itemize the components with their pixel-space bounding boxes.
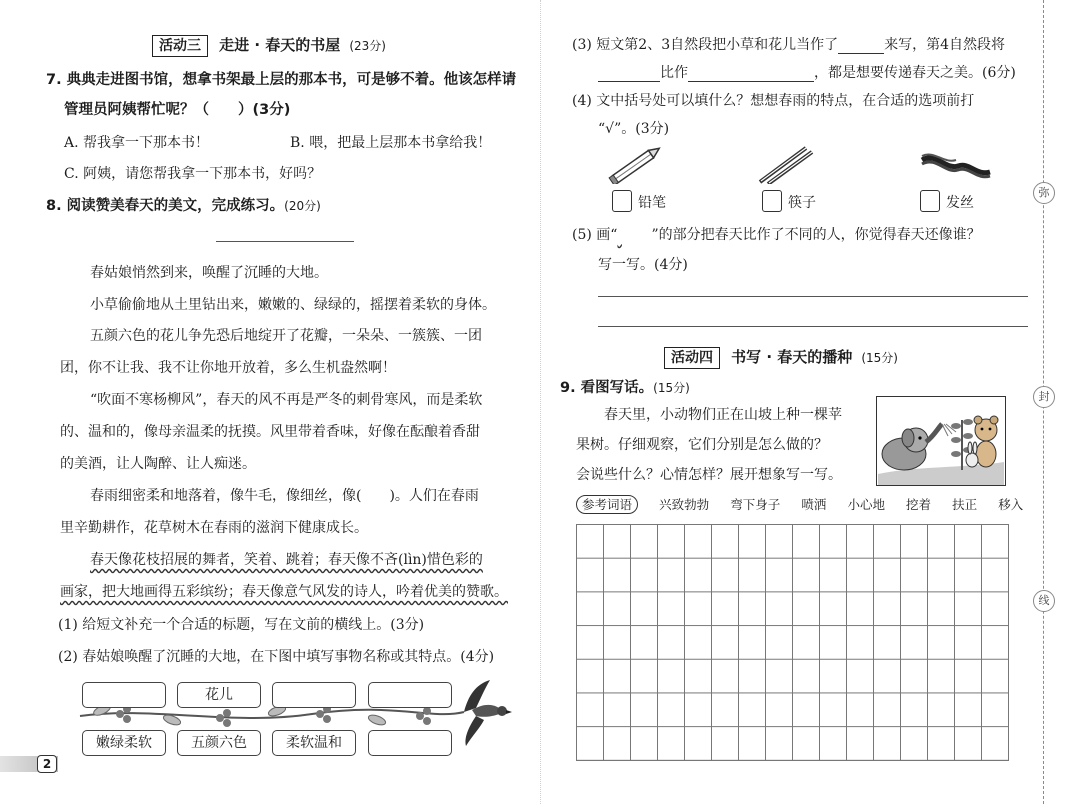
answer-line-2[interactable] — [598, 326, 1028, 327]
q7-option-a[interactable]: A. 帮我拿一下那本书！ — [64, 135, 210, 151]
answer-line-1[interactable] — [598, 296, 1028, 297]
vine-bottom-box-3: 柔软温和 — [272, 730, 356, 756]
passage-line: 的美酒，让人陶醉、让人痴迷。 — [60, 456, 256, 472]
q9-title: 9. 看图写话。 — [560, 380, 654, 396]
passage-line: 春姑娘悄然到来，唤醒了沉睡的大地。 — [90, 265, 328, 281]
page-spine — [540, 0, 541, 804]
sub3-text-c: 比作 — [660, 65, 688, 81]
passage-line: 春雨细密柔和地落着，像牛毛，像细丝，像( )。人们在春雨 — [90, 488, 479, 504]
reference-word: 挖着 — [906, 497, 932, 512]
chopsticks-icon — [756, 144, 816, 184]
vine-top-box-1[interactable] — [82, 682, 166, 708]
vine-bottom-box-2: 五颜六色 — [177, 730, 261, 756]
activity3-title: 走进 · 春天的书屋 — [219, 36, 341, 54]
q9-score: (15分) — [653, 381, 690, 395]
activity4-tag: 活动四 — [664, 347, 720, 369]
reference-words-label: 参考词语 — [576, 495, 638, 514]
vine-bottom-box-1: 嫩绿柔软 — [82, 730, 166, 756]
q7-option-b[interactable]: B. 喂，把最上层那本书拿给我！ — [290, 135, 492, 151]
option-label-hair: 发丝 — [946, 195, 974, 211]
title-blank-line[interactable] — [216, 241, 354, 242]
q9-prompt-line3: 会说些什么？心情怎样？展开想象写一写。 — [576, 467, 842, 483]
vine-top-box-3[interactable] — [272, 682, 356, 708]
page-number-tab — [0, 756, 58, 772]
swallow-icon — [464, 680, 512, 746]
passage-line: 五颜六色的花儿争先恐后地绽开了花瓣，一朵朵、一簇簇、一团 — [90, 328, 482, 344]
reference-word: 兴致勃勃 — [659, 497, 710, 512]
activity4-title: 书写 · 春天的播种 — [731, 348, 853, 366]
q7-line2: 管理员阿姨帮忙呢？（ ）(3分) — [64, 102, 291, 118]
sub3-text-d: ，都是想要传递春天之美。(6分) — [814, 65, 1016, 81]
activity4-header — [664, 346, 898, 369]
reference-word: 小心地 — [847, 497, 885, 512]
sub-question-1: (1) 给短文补充一个合适的标题，写在文前的横线上。(3分) — [58, 617, 425, 633]
sub-question-3-line1 — [572, 34, 1005, 54]
sub3-blank-2[interactable] — [598, 81, 660, 82]
vine-top-box-4[interactable] — [368, 682, 452, 708]
wavy-passage-line1: 春天像花枝招展的舞者，笑着、跳着；春天像不吝(lìn)惜色彩的 — [90, 552, 483, 568]
q8-heading — [46, 194, 321, 215]
activity4-score: (15分) — [861, 351, 898, 365]
passage-line: 的、温和的，像母亲温柔的抚摸。风里带着香味，好像在酝酿着香甜 — [60, 424, 480, 440]
option-checkbox-chopsticks[interactable] — [762, 190, 782, 212]
activity3-header — [152, 34, 386, 57]
writing-grid[interactable] — [576, 524, 1009, 761]
cut-line-char: 封 — [1033, 386, 1055, 408]
pencil-icon — [606, 144, 666, 184]
q7-line1: 7. 典典走进图书馆，想拿书架最上层的那本书，可是够不着。他该怎样请 — [46, 72, 517, 88]
reference-word: 喷洒 — [801, 497, 827, 512]
cut-line-char: 弥 — [1033, 182, 1055, 204]
passage-line: 团，你不让我、我不让你地开放着，多么生机盎然啊！ — [60, 360, 396, 376]
cut-line-char: 线 — [1033, 590, 1055, 612]
sub-question-3-line2 — [598, 62, 1016, 82]
page-number: 2 — [37, 755, 57, 773]
sub3-blank-1[interactable] — [838, 53, 884, 54]
q9-prompt-line1: 春天里，小动物们正在山坡上种一棵苹 — [604, 407, 842, 423]
q9-heading — [560, 376, 690, 397]
sub3-blank-3[interactable] — [688, 81, 814, 82]
q9-prompt-line2: 果树。仔细观察，它们分别是怎么做的？ — [576, 437, 828, 453]
vine-bottom-box-4[interactable] — [368, 730, 452, 756]
passage-line: “吹面不寒杨柳风”，春天的风不再是严冬的刺骨寒风，而是柔软 — [90, 392, 483, 408]
sub5-text-b: ”的部分把春天比作了不同的人，你觉得春天还像谁？ — [651, 227, 981, 243]
sub5-text-a: (5) 画“ — [572, 227, 618, 243]
sub-question-5-line2: 写一写。(4分) — [598, 257, 688, 273]
sub-question-5-line1 — [572, 224, 981, 244]
wavy-line-mark — [617, 227, 651, 243]
sub-question-4-line1: (4) 文中括号处可以填什么？想想春雨的特点，在合适的选项前打 — [572, 93, 975, 109]
hair-icon — [916, 148, 996, 184]
reference-words-row — [576, 494, 1023, 514]
q8-score: (20分) — [284, 199, 321, 213]
reference-word: 扶正 — [952, 497, 978, 512]
reference-word: 弯下身子 — [730, 497, 781, 512]
sub-question-4-line2: “√”。(3分) — [598, 121, 670, 137]
passage-line: 小草偷偷地从土里钻出来，嫩嫩的、绿绿的，摇摆着柔软的身体。 — [90, 297, 496, 313]
activity3-score: (23分) — [349, 39, 386, 53]
animals-planting-tree-image — [876, 396, 1006, 486]
q7-option-c[interactable]: C. 阿姨，请您帮我拿一下那本书，好吗？ — [64, 166, 322, 182]
option-checkbox-pencil[interactable] — [612, 190, 632, 212]
option-label-pencil: 铅笔 — [638, 195, 666, 211]
q8-title: 8. 阅读赞美春天的美文，完成练习。 — [46, 198, 285, 214]
wavy-passage-line2: 画家，把大地画得五彩缤纷；春天像意气风发的诗人，吟着优美的赞歌。 — [60, 584, 508, 600]
sub3-text-a: (3) 短文第2、3自然段把小草和花儿当作了 — [572, 37, 839, 53]
reference-word: 移入 — [998, 497, 1024, 512]
activity3-tag: 活动三 — [152, 35, 208, 57]
passage-line: 里辛勤耕作，花草树木在春雨的滋润下健康成长。 — [60, 520, 368, 536]
option-label-chopsticks: 筷子 — [788, 195, 816, 211]
option-checkbox-hair[interactable] — [920, 190, 940, 212]
sub-question-2: (2) 春姑娘唤醒了沉睡的大地，在下图中填写事物名称或其特点。(4分) — [58, 649, 495, 665]
sub3-text-b: 来写，第4自然段将 — [884, 37, 1006, 53]
vine-top-box-2: 花儿 — [177, 682, 261, 708]
